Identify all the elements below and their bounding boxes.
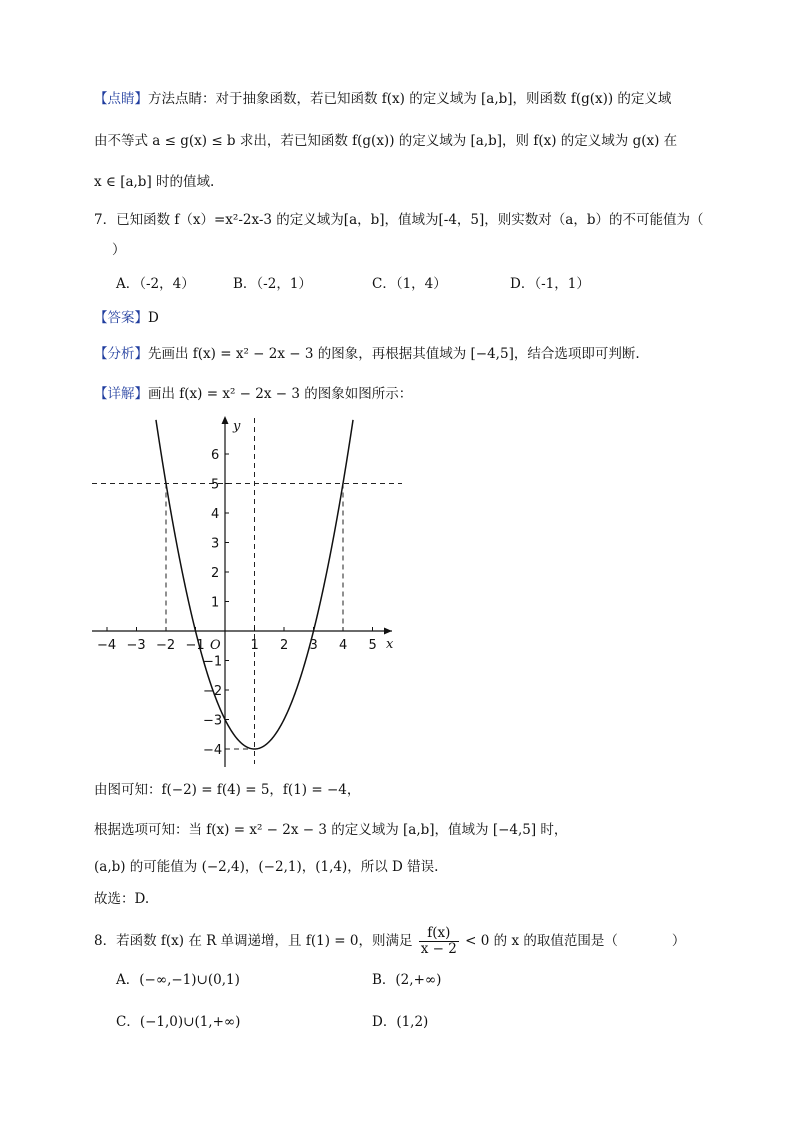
q7-answer-line — [94, 308, 159, 328]
q7-option-d: D．（-1，1） — [510, 276, 590, 292]
analysis-text: 先画出 f(x) = x² − 2x − 3 的图象，再根据其值域为 [−4,5]，结合选项即可判断. — [148, 346, 640, 362]
answer-tag: 【答案】 — [94, 310, 148, 326]
q7-option-a: A．（-2，4） — [116, 276, 195, 292]
q7-analysis-line — [94, 344, 640, 364]
dianjing-text-3: x ∈ [a,b] 时的值域. — [94, 174, 215, 190]
detail-text: 画出 f(x) = x² − 2x − 3 的图象如图所示： — [148, 386, 413, 402]
q7-conclusion-1: 由图可知：f(−2) = f(4) = 5，f(1) = −4， — [94, 782, 361, 798]
q8-stem-b: < 0 的 x 的取值范围是（ ） — [465, 933, 686, 949]
dianjing-text-2: 由不等式 a ≤ g(x) ≤ b 求出，若已知函数 f(g(x)) 的定义域为 [a,b]，则 f(x) 的定义域为 g(x) 在 — [94, 133, 678, 149]
y-tick-label: 3 — [211, 536, 220, 552]
q7-stem-close: ） — [112, 242, 126, 258]
x-axis-arrow — [384, 628, 392, 635]
q8-fraction-numerator: f(x) — [419, 926, 459, 942]
y-tick-label: 5 — [211, 477, 220, 493]
q7-stem: 7．已知函数 f（x）=x²-2x-3 的定义域为[a，b]，值域为[-4，5]，则实数对（a，b）的不可能值为（ — [94, 212, 704, 228]
x-tick-label: −3 — [126, 638, 146, 653]
x-tick-label: −1 — [185, 638, 205, 653]
q8-option-d: D．(1,2) — [372, 1014, 429, 1030]
q8-option-c: C．(−1,0)∪(1,+∞) — [116, 1014, 241, 1030]
origin-label: O — [210, 638, 221, 653]
x-tick-label: −2 — [156, 638, 176, 653]
y-tick-label: −1 — [203, 654, 223, 670]
q8-stem-a: 8．若函数 f(x) 在 R 单调递增，且 f(1) = 0，则满足 — [94, 933, 413, 949]
q7-option-c: C．（1，4） — [372, 276, 447, 292]
dianjing-tag: 【点睛】 — [94, 91, 148, 107]
detail-tag: 【详解】 — [94, 386, 148, 402]
y-tick-label: −4 — [203, 743, 223, 758]
x-tick-label: 3 — [309, 638, 318, 653]
analysis-tag: 【分析】 — [94, 346, 148, 362]
y-axis-arrow — [222, 416, 229, 424]
dianjing-line-1 — [94, 89, 671, 109]
y-axis-label: y — [233, 419, 241, 434]
y-tick-label: 4 — [211, 507, 220, 522]
x-tick-label: 2 — [280, 638, 289, 653]
y-tick-label: −3 — [203, 713, 223, 729]
q8-option-a: A．(−∞,−1)∪(0,1) — [116, 972, 240, 988]
x-tick-label: 4 — [339, 638, 348, 653]
y-tick-label: −2 — [203, 684, 223, 699]
x-tick-label: −4 — [97, 638, 117, 653]
y-tick-label: 1 — [211, 595, 220, 611]
x-tick-label: 1 — [250, 638, 259, 653]
x-tick-label: 5 — [368, 638, 377, 653]
q8-option-b: B．(2,+∞) — [372, 972, 442, 988]
q7-detail-line — [94, 384, 412, 404]
dianjing-text-1: 方法点睛：对于抽象函数，若已知函数 f(x) 的定义域为 [a,b]，则函数 f(g(x)) 的定义域 — [148, 91, 672, 107]
q7-option-b: B．（-2，1） — [233, 276, 312, 292]
q7-conclusion-4: 故选：D. — [94, 891, 150, 907]
q8-fraction — [419, 926, 459, 957]
y-tick-label: 2 — [211, 566, 220, 581]
q8-fraction-denominator: x − 2 — [420, 941, 457, 957]
answer-value: D — [148, 310, 159, 326]
q7-conclusion-2: 根据选项可知：当 f(x) = x² − 2x − 3 的定义域为 [a,b]，值域为 [−4,5] 时， — [94, 822, 568, 838]
q7-conclusion-3: (a,b) 的可能值为 (−2,4)，(−2,1)，(1,4)，所以 D 错误. — [94, 859, 439, 875]
q8-stem — [94, 924, 685, 958]
parabola-graph — [92, 412, 412, 772]
y-tick-label: 6 — [211, 448, 220, 463]
x-axis-label: x — [386, 637, 394, 652]
